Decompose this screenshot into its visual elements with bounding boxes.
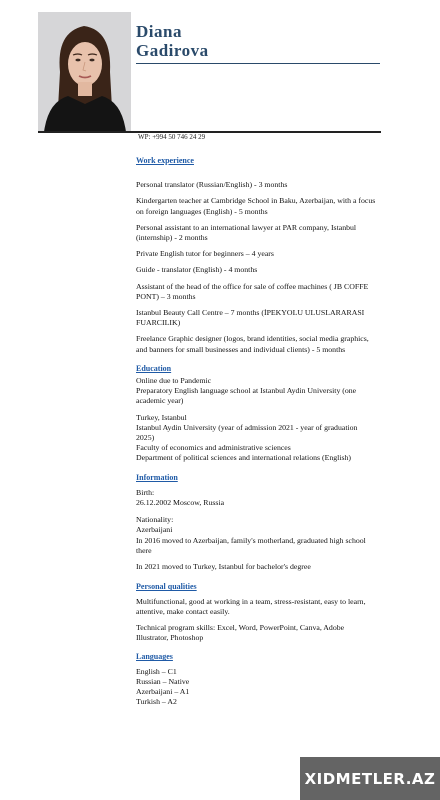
- language-item: Azerbaijani – A1: [136, 686, 190, 696]
- education-line: Faculty of economics and administrative sciences: [136, 443, 291, 453]
- nationality-label: Nationality:: [136, 515, 174, 525]
- resume-body: [136, 156, 376, 707]
- work-item: Freelance Graphic designer (logos, brand identities, social media graphics, and banners for small businesses and individual clients) - 5 months: [136, 334, 369, 354]
- work-item: Assistant of the head of the office for sale of coffee machines ( JB COFFE PONT) – 3 months: [136, 281, 369, 301]
- work-item: Private English tutor for beginners – 4 years: [136, 249, 274, 259]
- education-line: Istanbul Aydin University (year of admission 2021 - year of graduation 2025): [136, 422, 358, 443]
- birth-label: Birth:: [136, 487, 155, 497]
- nationality-value: Azerbaijani: [136, 525, 173, 535]
- qualities-line: Technical program skills: Excel, Word, PowerPoint, Canva, Adobe Illustrator, Photoshop: [136, 622, 345, 643]
- work-item: Kindergarten teacher at Cambridge School in Baku, Azerbaijan, with a focus on foreign languages (English) - 5 months: [136, 196, 376, 216]
- section-title-work: Work experience: [136, 156, 194, 165]
- profile-photo: [38, 12, 131, 132]
- education-line: Preparatory English language school at Istanbul Aydin University (one academic year): [136, 386, 357, 406]
- language-item: Turkish – A2: [136, 697, 177, 707]
- site-watermark: XIDMETLER.AZ: [300, 757, 440, 800]
- education-line: Online due to Pandemic: [136, 376, 212, 386]
- phone-number: WP: +994 50 746 24 29: [138, 133, 206, 141]
- education-line: Department of political sciences and international relations (English): [136, 453, 351, 463]
- education-line: Turkey, Istanbul: [136, 412, 187, 422]
- work-item: Istanbul Beauty Call Centre – 7 months (İPEKYOLU ULUSLARARASI FUARCILIK): [136, 308, 365, 328]
- section-title-qualities: Personal qualities: [136, 582, 197, 592]
- language-item: Russian – Native: [136, 676, 190, 686]
- work-item: Personal translator (Russian/English) - 3 months: [136, 180, 288, 190]
- name-divider: [136, 63, 380, 64]
- section-title-languages: Languages: [136, 652, 173, 662]
- portrait-image: [38, 12, 131, 132]
- language-item: English – C1: [136, 666, 177, 676]
- header-divider: [38, 131, 381, 133]
- work-item: Personal assistant to an international lawyer at PAR company, Istanbul (internship) - 2 months: [136, 222, 357, 243]
- last-name: Gadirova: [136, 41, 209, 60]
- info-line: In 2021 moved to Turkey, Istanbul for bachelor's degree: [136, 562, 311, 572]
- info-line: In 2016 moved to Azerbaijan, family's motherland, graduated high school there: [136, 535, 366, 555]
- qualities-line: Multifunctional, good at working in a team, stress-resistant, easy to learn, attentive, make contact easily.: [136, 596, 366, 616]
- first-name: Diana: [136, 22, 182, 41]
- candidate-name: [136, 22, 209, 60]
- section-title-information: Information: [136, 472, 178, 482]
- birth-value: 26.12.2002 Moscow, Russia: [136, 498, 225, 508]
- work-item: Guide - translator (English) - 4 months: [136, 265, 258, 275]
- section-title-education: Education: [136, 363, 172, 373]
